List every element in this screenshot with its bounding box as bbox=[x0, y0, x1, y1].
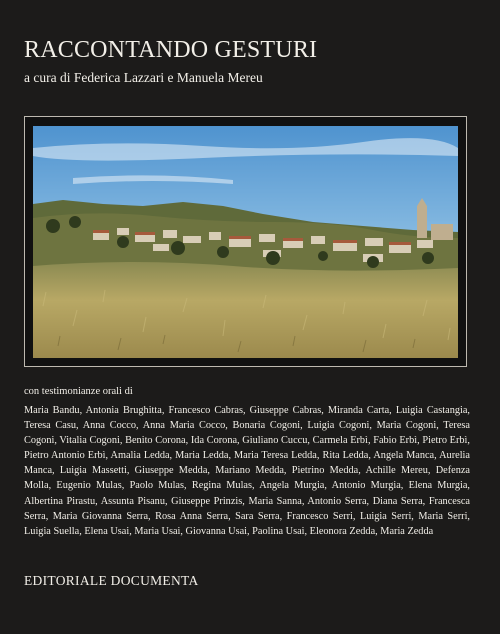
landscape-photo bbox=[33, 126, 458, 358]
testimonies-intro: con testimonianze orali di bbox=[24, 386, 133, 397]
cover-photo-frame bbox=[24, 116, 467, 367]
village-landscape-image bbox=[33, 126, 458, 358]
publisher-name: EDITORIALE DOCUMENTA bbox=[24, 573, 199, 588]
book-title: RACCONTANDO GESTURI bbox=[24, 37, 318, 63]
witness-names-list: Maria Bandu, Antonia Brughitta, Francesco Cabras, Giuseppe Cabras, Miranda Carta, Luigia Castangia, Teresa Casu, Anna Cocco, Anna Maria Cocco, Bonaria Cogoni, Luigia Cogoni, Maria Cogoni, Teresa Cogoni, Vitalia Cogoni, Benito Corona, Ida Corona, Giuliano Cuccu, Carmela Erbì, Fabio Erbì, Pietro Erbì, Pietro Antonio Erbì, Amalia Ledda, Maria Ledda, Maria Teresa Ledda, Rita Ledda, Angela Manca, Aurelia Manca, Luigia Massetti, Giuseppe Medda, Mariano Medda, Pietrino Medda, Achille Mereu, Defenza Molla, Eugenio Mulas, Paolo Mulas, Regina Mulas, Angela Murgia, Antonio Murgia, Elena Murgia, Albertina Pirastu, Assunta Pisanu, Giuseppe Prinzis, Maria Sanna, Antonio Serra, Diana Serra, Francesca Serra, Maria Giovanna Serra, Rosa Anna Serra, Sara Serra, Francesco Serri, Luigia Serri, Maria Serri, Luigia Suella, Elena Usai, Maria Usai, Giovanna Usai, Paolina Usai, Eleonora Zedda, Maria Zedda bbox=[24, 405, 470, 537]
editors-line: a cura di Federica Lazzari e Manuela Mereu bbox=[24, 70, 263, 85]
